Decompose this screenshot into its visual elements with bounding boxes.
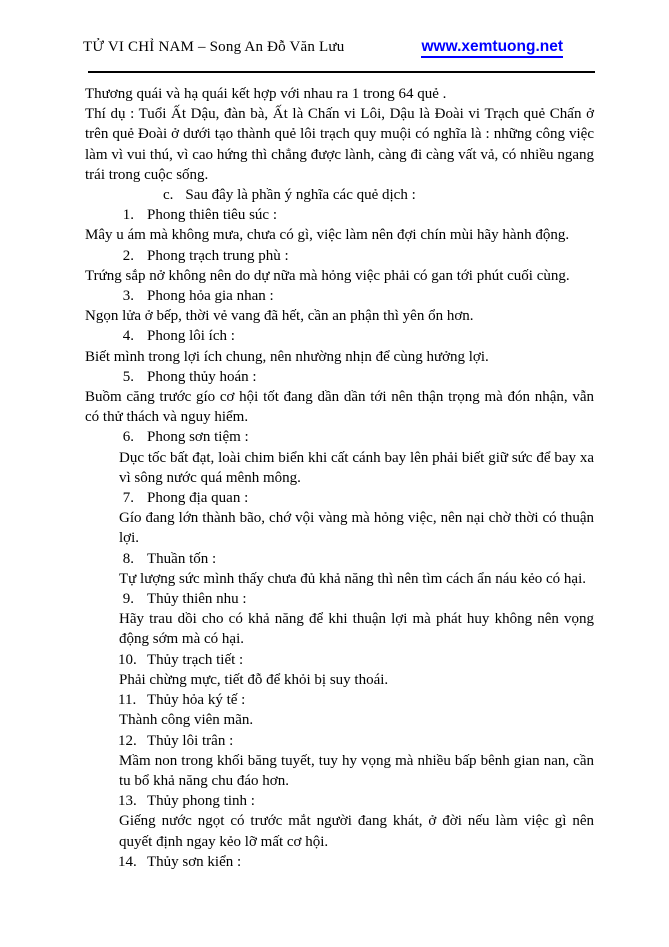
- item-description: Phải chừng mực, tiết đỗ để khỏi bị suy thoái.: [119, 671, 389, 688]
- intro-example-paragraph: Thí dụ : Tuổi Ất Dậu, đàn bà, Ất là Chấn vi Lôi, Dậu là Đoài vi Trạch quẻ Chấn ở trên quẻ Đoài ở dưới tạo thành quẻ lôi trạch quy muội có nghĩa là : những công việc làm vì vui thú, vì cao hứng thì chẳng được lành, càng đi càng vất vả, có nhiều ngang trái trong cuộc sống.: [85, 106, 594, 183]
- intro-line: Thương quái và hạ quái kết hợp với nhau ra 1 trong 64 quẻ .: [85, 86, 447, 102]
- section-marker: c.: [163, 187, 174, 204]
- item-description: Mầm non trong khối băng tuyết, tuy hy vọng mà nhiều bấp bênh gian nan, cần tu bổ khả năng chu đáo hơn.: [119, 752, 594, 789]
- item-title: Thuần tốn :: [147, 550, 217, 567]
- list-item: [85, 427, 594, 488]
- list-item: [85, 690, 594, 730]
- item-title: Phong địa quan :: [147, 490, 249, 507]
- item-number: 3.: [122, 288, 134, 305]
- item-number: 14.: [118, 853, 137, 870]
- item-number: 7.: [122, 490, 134, 507]
- item-title: Phong thủy hoán :: [147, 368, 257, 385]
- item-heading: [85, 589, 594, 609]
- item-number: 1.: [122, 207, 134, 224]
- item-heading: [85, 367, 594, 387]
- item-number: 10.: [118, 651, 137, 668]
- list-item: [85, 731, 594, 792]
- item-heading: [85, 326, 594, 346]
- item-title: Thủy lôi trân :: [147, 732, 234, 749]
- item-description: Tự lượng sức mình thấy chưa đủ khả năng thì nên tìm cách ẩn náu kẻo có hại.: [119, 570, 586, 587]
- list-item: [85, 549, 594, 589]
- item-title: Thủy trạch tiết :: [147, 651, 244, 668]
- item-number: 11.: [118, 692, 137, 709]
- item-title: Thủy hỏa ký tế :: [147, 692, 246, 709]
- item-heading: [85, 205, 594, 225]
- item-number: 12.: [118, 732, 137, 749]
- list-item: [85, 367, 594, 428]
- page-header: [0, 0, 669, 58]
- item-number: 13.: [118, 793, 137, 810]
- item-description: Mây u ám mà không mưa, chưa có gì, việc làm nên đợi chín mùi hãy hành động.: [85, 227, 570, 244]
- list-item: [85, 852, 594, 872]
- list-item: [85, 205, 594, 245]
- item-description: Dục tốc bất đạt, loài chim biển khi cất cánh bay lên phải biết giữ sức để bay xa vì sông nước quá mênh mông.: [119, 449, 594, 486]
- item-title: Phong hỏa gia nhan :: [147, 288, 274, 305]
- item-title: Thủy phong tinh :: [147, 793, 255, 810]
- item-heading: [85, 690, 594, 710]
- item-description: Thành công viên mãn.: [119, 712, 254, 729]
- item-description: Buồm căng trước gío cơ hội tốt đang dần dần tới nên thận trọng mà đón nhận, vẫn có thử thách và nguy hiểm.: [85, 389, 594, 426]
- list-item: [85, 488, 594, 549]
- section-heading: [85, 185, 594, 205]
- list-item: [85, 650, 594, 690]
- item-heading: [85, 650, 594, 670]
- item-description: Giếng nước ngọt có trước mắt người đang khát, ở đời nếu làm việc gì nên quyết định ngay kẻo lỡ mất cơ hội.: [119, 813, 594, 850]
- item-title: Thủy thiên nhu :: [147, 591, 247, 608]
- document-title: TỬ VI CHỈ NAM – Song An Đỗ Văn Lưu: [83, 39, 345, 55]
- document-body: [85, 84, 594, 872]
- item-number: 9.: [122, 591, 134, 608]
- item-heading: [85, 549, 594, 569]
- item-title: Phong trạch trung phù :: [147, 247, 289, 264]
- item-description: Trứng sắp nở không nên do dự nữa mà hỏng việc phải có gan tới phút cuối cùng.: [85, 267, 570, 284]
- list-item: [85, 791, 594, 852]
- item-heading: [85, 488, 594, 508]
- section-heading-text: Sau đây là phần ý nghĩa các quẻ dịch :: [185, 187, 416, 204]
- item-description: Gío đang lớn thành bão, chớ vội vàng mà hỏng việc, nên nại chờ thời có thuận lợi.: [119, 510, 594, 547]
- item-number: 5.: [122, 368, 134, 385]
- list-item: [85, 246, 594, 286]
- item-title: Phong thiên tiêu súc :: [147, 207, 277, 224]
- website-link[interactable]: www.xemtuong.net: [421, 38, 563, 58]
- item-title: Phong sơn tiệm :: [147, 429, 249, 446]
- item-heading: [85, 286, 594, 306]
- item-heading: [85, 731, 594, 751]
- list-item: [85, 326, 594, 366]
- item-heading: [85, 427, 594, 447]
- item-number: 8.: [122, 550, 134, 567]
- header-divider: [88, 71, 595, 73]
- item-title: Phong lôi ích :: [147, 328, 235, 345]
- item-description: Hãy trau dồi cho có khả năng để khi thuận lợi mà phát huy không nên vọng động sớm mà có hại.: [119, 611, 594, 648]
- item-description: Ngọn lửa ở bếp, thời vẻ vang đã hết, cần an phận thì yên ổn hơn.: [85, 308, 474, 325]
- item-heading: [85, 791, 594, 811]
- item-number: 4.: [122, 328, 134, 345]
- item-heading: [85, 852, 594, 872]
- list-item: [85, 589, 594, 650]
- item-number: 2.: [122, 247, 134, 264]
- item-description: Biết mình trong lợi ích chung, nên nhường nhịn để cùng hưởng lợi.: [85, 348, 489, 365]
- item-number: 6.: [122, 429, 134, 446]
- item-heading: [85, 246, 594, 266]
- list-item: [85, 286, 594, 326]
- item-title: Thủy sơn kiển :: [147, 853, 242, 870]
